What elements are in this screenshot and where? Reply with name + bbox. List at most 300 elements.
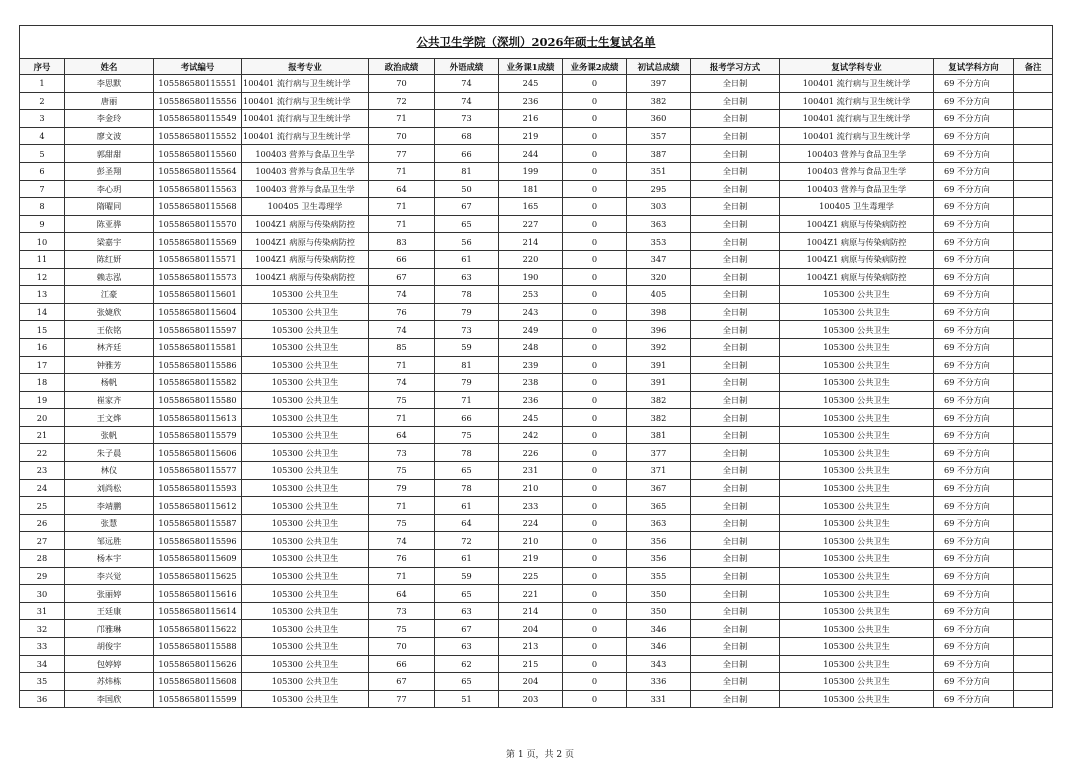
- retest-direction-cell: 69 不分方向: [934, 409, 1014, 427]
- remarks-cell: [1014, 655, 1053, 673]
- applied-major-cell: 100403 营养与食品卫生学: [242, 145, 369, 163]
- course2-score-cell: 0: [563, 638, 627, 656]
- course1-score-cell: 204: [499, 673, 563, 691]
- remarks-cell: [1014, 602, 1053, 620]
- retest-direction-cell: 69 不分方向: [934, 374, 1014, 392]
- study-mode-cell: 全日制: [691, 673, 780, 691]
- exam-number-cell: 105586580115614: [154, 602, 242, 620]
- retest-major-cell: 100401 流行病与卫生统计学: [780, 110, 934, 128]
- applied-major-cell: 1004Z1 病原与传染病防控: [242, 233, 369, 251]
- politics-score-cell: 75: [369, 391, 435, 409]
- row-index-cell: 9: [20, 215, 65, 233]
- politics-score-cell: 85: [369, 338, 435, 356]
- candidate-name-cell: 李兴觉: [65, 567, 154, 585]
- candidate-name-cell: 王依铭: [65, 321, 154, 339]
- column-header: 外语成绩: [435, 59, 499, 75]
- applied-major-cell: 100401 流行病与卫生统计学: [242, 75, 369, 93]
- table-row: [20, 391, 1053, 409]
- politics-score-cell: 64: [369, 585, 435, 603]
- table-row: [20, 162, 1053, 180]
- row-index-cell: 32: [20, 620, 65, 638]
- total-score-cell: 346: [627, 638, 691, 656]
- study-mode-cell: 全日制: [691, 690, 780, 708]
- applied-major-cell: 105300 公共卫生: [242, 462, 369, 480]
- applied-major-cell: 105300 公共卫生: [242, 286, 369, 304]
- applied-major-cell: 105300 公共卫生: [242, 374, 369, 392]
- exam-number-cell: 105586580115582: [154, 374, 242, 392]
- applied-major-cell: 105300 公共卫生: [242, 303, 369, 321]
- politics-score-cell: 71: [369, 162, 435, 180]
- language-score-cell: 78: [435, 286, 499, 304]
- column-header: 报考学习方式: [691, 59, 780, 75]
- row-index-cell: 36: [20, 690, 65, 708]
- remarks-cell: [1014, 356, 1053, 374]
- retest-major-cell: 105300 公共卫生: [780, 462, 934, 480]
- course1-score-cell: 190: [499, 268, 563, 286]
- candidate-name-cell: 胡俊宇: [65, 638, 154, 656]
- course2-score-cell: 0: [563, 92, 627, 110]
- exam-number-cell: 105586580115599: [154, 690, 242, 708]
- remarks-cell: [1014, 268, 1053, 286]
- total-score-cell: 391: [627, 374, 691, 392]
- retest-direction-cell: 69 不分方向: [934, 75, 1014, 93]
- table-row: [20, 479, 1053, 497]
- study-mode-cell: 全日制: [691, 391, 780, 409]
- retest-major-cell: 100401 流行病与卫生统计学: [780, 127, 934, 145]
- candidate-name-cell: 王文烨: [65, 409, 154, 427]
- exam-number-cell: 105586580115587: [154, 514, 242, 532]
- row-index-cell: 19: [20, 391, 65, 409]
- course2-score-cell: 0: [563, 585, 627, 603]
- row-index-cell: 34: [20, 655, 65, 673]
- course1-score-cell: 210: [499, 532, 563, 550]
- politics-score-cell: 70: [369, 638, 435, 656]
- study-mode-cell: 全日制: [691, 444, 780, 462]
- table-row: [20, 532, 1053, 550]
- study-mode-cell: 全日制: [691, 110, 780, 128]
- total-score-cell: 387: [627, 145, 691, 163]
- remarks-cell: [1014, 497, 1053, 515]
- row-index-cell: 10: [20, 233, 65, 251]
- table-row: [20, 585, 1053, 603]
- retest-major-cell: 105300 公共卫生: [780, 514, 934, 532]
- language-score-cell: 74: [435, 92, 499, 110]
- study-mode-cell: 全日制: [691, 180, 780, 198]
- table-row: [20, 321, 1053, 339]
- course1-score-cell: 242: [499, 426, 563, 444]
- candidate-name-cell: 包婷婷: [65, 655, 154, 673]
- row-index-cell: 1: [20, 75, 65, 93]
- course2-score-cell: 0: [563, 374, 627, 392]
- language-score-cell: 64: [435, 514, 499, 532]
- remarks-cell: [1014, 92, 1053, 110]
- total-score-cell: 336: [627, 673, 691, 691]
- politics-score-cell: 71: [369, 215, 435, 233]
- course1-score-cell: 221: [499, 585, 563, 603]
- remarks-cell: [1014, 444, 1053, 462]
- course2-score-cell: 0: [563, 655, 627, 673]
- row-index-cell: 25: [20, 497, 65, 515]
- table-row: [20, 638, 1053, 656]
- retest-major-cell: 105300 公共卫生: [780, 479, 934, 497]
- remarks-cell: [1014, 162, 1053, 180]
- remarks-cell: [1014, 110, 1053, 128]
- retest-direction-cell: 69 不分方向: [934, 444, 1014, 462]
- exam-number-cell: 105586580115552: [154, 127, 242, 145]
- remarks-cell: [1014, 409, 1053, 427]
- course1-score-cell: 233: [499, 497, 563, 515]
- total-score-cell: 353: [627, 233, 691, 251]
- table-row: [20, 233, 1053, 251]
- course2-score-cell: 0: [563, 391, 627, 409]
- exam-number-cell: 105586580115570: [154, 215, 242, 233]
- applied-major-cell: 100403 营养与食品卫生学: [242, 162, 369, 180]
- retest-major-cell: 105300 公共卫生: [780, 638, 934, 656]
- politics-score-cell: 66: [369, 655, 435, 673]
- politics-score-cell: 71: [369, 567, 435, 585]
- row-index-cell: 20: [20, 409, 65, 427]
- row-index-cell: 35: [20, 673, 65, 691]
- retest-direction-cell: 69 不分方向: [934, 303, 1014, 321]
- retest-major-cell: 1004Z1 病原与传染病防控: [780, 250, 934, 268]
- applied-major-cell: 100401 流行病与卫生统计学: [242, 127, 369, 145]
- applied-major-cell: 100403 营养与食品卫生学: [242, 180, 369, 198]
- politics-score-cell: 71: [369, 198, 435, 216]
- remarks-cell: [1014, 180, 1053, 198]
- total-score-cell: 357: [627, 127, 691, 145]
- row-index-cell: 24: [20, 479, 65, 497]
- total-score-cell: 356: [627, 550, 691, 568]
- retest-direction-cell: 69 不分方向: [934, 479, 1014, 497]
- course2-score-cell: 0: [563, 620, 627, 638]
- total-score-cell: 381: [627, 426, 691, 444]
- course1-score-cell: 239: [499, 356, 563, 374]
- course1-score-cell: 226: [499, 444, 563, 462]
- politics-score-cell: 70: [369, 127, 435, 145]
- study-mode-cell: 全日制: [691, 250, 780, 268]
- study-mode-cell: 全日制: [691, 462, 780, 480]
- course2-score-cell: 0: [563, 497, 627, 515]
- row-index-cell: 30: [20, 585, 65, 603]
- politics-score-cell: 77: [369, 690, 435, 708]
- retest-major-cell: 105300 公共卫生: [780, 444, 934, 462]
- sheet: [19, 25, 1052, 708]
- total-score-cell: 346: [627, 620, 691, 638]
- retest-major-cell: 1004Z1 病原与传染病防控: [780, 268, 934, 286]
- course1-score-cell: 243: [499, 303, 563, 321]
- applied-major-cell: 105300 公共卫生: [242, 673, 369, 691]
- course2-score-cell: 0: [563, 215, 627, 233]
- course1-score-cell: 245: [499, 409, 563, 427]
- study-mode-cell: 全日制: [691, 162, 780, 180]
- total-score-cell: 397: [627, 75, 691, 93]
- row-index-cell: 21: [20, 426, 65, 444]
- row-index-cell: 33: [20, 638, 65, 656]
- language-score-cell: 65: [435, 585, 499, 603]
- total-score-cell: 371: [627, 462, 691, 480]
- retest-direction-cell: 69 不分方向: [934, 497, 1014, 515]
- language-score-cell: 66: [435, 409, 499, 427]
- course1-score-cell: 236: [499, 92, 563, 110]
- course1-score-cell: 203: [499, 690, 563, 708]
- study-mode-cell: 全日制: [691, 92, 780, 110]
- study-mode-cell: 全日制: [691, 620, 780, 638]
- remarks-cell: [1014, 514, 1053, 532]
- total-score-cell: 365: [627, 497, 691, 515]
- row-index-cell: 4: [20, 127, 65, 145]
- table-row: [20, 215, 1053, 233]
- candidate-name-cell: 苏炜栋: [65, 673, 154, 691]
- exam-number-cell: 105586580115564: [154, 162, 242, 180]
- course2-score-cell: 0: [563, 602, 627, 620]
- table-row: [20, 462, 1053, 480]
- language-score-cell: 65: [435, 215, 499, 233]
- study-mode-cell: 全日制: [691, 145, 780, 163]
- retest-major-cell: 105300 公共卫生: [780, 286, 934, 304]
- course2-score-cell: 0: [563, 338, 627, 356]
- total-score-cell: 363: [627, 215, 691, 233]
- language-score-cell: 63: [435, 638, 499, 656]
- candidate-name-cell: 陈亚骅: [65, 215, 154, 233]
- course2-score-cell: 0: [563, 180, 627, 198]
- language-score-cell: 73: [435, 110, 499, 128]
- language-score-cell: 63: [435, 602, 499, 620]
- applied-major-cell: 105300 公共卫生: [242, 356, 369, 374]
- language-score-cell: 79: [435, 303, 499, 321]
- language-score-cell: 62: [435, 655, 499, 673]
- retest-major-cell: 105300 公共卫生: [780, 567, 934, 585]
- course2-score-cell: 0: [563, 673, 627, 691]
- course2-score-cell: 0: [563, 75, 627, 93]
- applied-major-cell: 105300 公共卫生: [242, 391, 369, 409]
- row-index-cell: 31: [20, 602, 65, 620]
- course1-score-cell: 181: [499, 180, 563, 198]
- course1-score-cell: 253: [499, 286, 563, 304]
- total-score-cell: 351: [627, 162, 691, 180]
- remarks-cell: [1014, 426, 1053, 444]
- row-index-cell: 27: [20, 532, 65, 550]
- column-header: 业务课1成绩: [499, 59, 563, 75]
- retest-major-cell: 105300 公共卫生: [780, 321, 934, 339]
- retest-direction-cell: 69 不分方向: [934, 585, 1014, 603]
- retest-direction-cell: 69 不分方向: [934, 638, 1014, 656]
- course1-score-cell: 224: [499, 514, 563, 532]
- total-score-cell: 355: [627, 567, 691, 585]
- row-index-cell: 22: [20, 444, 65, 462]
- politics-score-cell: 71: [369, 110, 435, 128]
- retest-direction-cell: 69 不分方向: [934, 268, 1014, 286]
- language-score-cell: 61: [435, 497, 499, 515]
- retest-direction-cell: 69 不分方向: [934, 250, 1014, 268]
- remarks-cell: [1014, 198, 1053, 216]
- politics-score-cell: 70: [369, 75, 435, 93]
- row-index-cell: 28: [20, 550, 65, 568]
- study-mode-cell: 全日制: [691, 567, 780, 585]
- course2-score-cell: 0: [563, 567, 627, 585]
- candidate-name-cell: 隋曜同: [65, 198, 154, 216]
- language-score-cell: 56: [435, 233, 499, 251]
- exam-number-cell: 105586580115597: [154, 321, 242, 339]
- applied-major-cell: 105300 公共卫生: [242, 690, 369, 708]
- retest-major-cell: 100405 卫生毒理学: [780, 198, 934, 216]
- remarks-cell: [1014, 75, 1053, 93]
- language-score-cell: 65: [435, 462, 499, 480]
- table-row: [20, 75, 1053, 93]
- study-mode-cell: 全日制: [691, 426, 780, 444]
- remarks-cell: [1014, 391, 1053, 409]
- exam-number-cell: 105586580115601: [154, 286, 242, 304]
- table-row: [20, 497, 1053, 515]
- remarks-cell: [1014, 585, 1053, 603]
- retest-direction-cell: 69 不分方向: [934, 162, 1014, 180]
- applied-major-cell: 105300 公共卫生: [242, 514, 369, 532]
- table-row: [20, 356, 1053, 374]
- total-score-cell: 398: [627, 303, 691, 321]
- course2-score-cell: 0: [563, 690, 627, 708]
- candidate-name-cell: 林仪: [65, 462, 154, 480]
- language-score-cell: 65: [435, 673, 499, 691]
- exam-number-cell: 105586580115579: [154, 426, 242, 444]
- table-row: [20, 550, 1053, 568]
- language-score-cell: 79: [435, 374, 499, 392]
- course1-score-cell: 214: [499, 233, 563, 251]
- language-score-cell: 50: [435, 180, 499, 198]
- retest-major-cell: 100401 流行病与卫生统计学: [780, 92, 934, 110]
- exam-number-cell: 105586580115556: [154, 92, 242, 110]
- candidate-name-cell: 李思默: [65, 75, 154, 93]
- language-score-cell: 81: [435, 162, 499, 180]
- row-index-cell: 14: [20, 303, 65, 321]
- remarks-cell: [1014, 303, 1053, 321]
- course1-score-cell: 227: [499, 215, 563, 233]
- exam-number-cell: 105586580115569: [154, 233, 242, 251]
- table-row: [20, 690, 1053, 708]
- language-score-cell: 66: [435, 145, 499, 163]
- course2-score-cell: 0: [563, 110, 627, 128]
- retest-major-cell: 105300 公共卫生: [780, 620, 934, 638]
- exam-number-cell: 105586580115577: [154, 462, 242, 480]
- study-mode-cell: 全日制: [691, 638, 780, 656]
- politics-score-cell: 66: [369, 250, 435, 268]
- study-mode-cell: 全日制: [691, 321, 780, 339]
- applied-major-cell: 105300 公共卫生: [242, 497, 369, 515]
- exam-number-cell: 105586580115626: [154, 655, 242, 673]
- language-score-cell: 81: [435, 356, 499, 374]
- total-score-cell: 320: [627, 268, 691, 286]
- remarks-cell: [1014, 690, 1053, 708]
- remarks-cell: [1014, 215, 1053, 233]
- retest-direction-cell: 69 不分方向: [934, 602, 1014, 620]
- course1-score-cell: 245: [499, 75, 563, 93]
- retest-major-cell: 100403 营养与食品卫生学: [780, 180, 934, 198]
- table-row: [20, 673, 1053, 691]
- row-index-cell: 8: [20, 198, 65, 216]
- language-score-cell: 67: [435, 198, 499, 216]
- total-score-cell: 396: [627, 321, 691, 339]
- study-mode-cell: 全日制: [691, 338, 780, 356]
- exam-number-cell: 105586580115549: [154, 110, 242, 128]
- course2-score-cell: 0: [563, 162, 627, 180]
- row-index-cell: 13: [20, 286, 65, 304]
- language-score-cell: 73: [435, 321, 499, 339]
- remarks-cell: [1014, 462, 1053, 480]
- retest-major-cell: 100401 流行病与卫生统计学: [780, 75, 934, 93]
- remarks-cell: [1014, 233, 1053, 251]
- course1-score-cell: 219: [499, 550, 563, 568]
- retest-major-cell: 100403 营养与食品卫生学: [780, 162, 934, 180]
- study-mode-cell: 全日制: [691, 602, 780, 620]
- retest-direction-cell: 69 不分方向: [934, 532, 1014, 550]
- remarks-cell: [1014, 286, 1053, 304]
- retest-direction-cell: 69 不分方向: [934, 338, 1014, 356]
- candidate-name-cell: 邝雅琳: [65, 620, 154, 638]
- language-score-cell: 78: [435, 479, 499, 497]
- applied-major-cell: 1004Z1 病原与传染病防控: [242, 250, 369, 268]
- politics-score-cell: 76: [369, 550, 435, 568]
- remarks-cell: [1014, 127, 1053, 145]
- retest-major-cell: 105300 公共卫生: [780, 338, 934, 356]
- candidate-name-cell: 陈红妍: [65, 250, 154, 268]
- course1-score-cell: 220: [499, 250, 563, 268]
- study-mode-cell: 全日制: [691, 374, 780, 392]
- total-score-cell: 377: [627, 444, 691, 462]
- study-mode-cell: 全日制: [691, 479, 780, 497]
- table-row: [20, 303, 1053, 321]
- retest-major-cell: 105300 公共卫生: [780, 497, 934, 515]
- politics-score-cell: 73: [369, 602, 435, 620]
- course2-score-cell: 0: [563, 286, 627, 304]
- applied-major-cell: 105300 公共卫生: [242, 532, 369, 550]
- table-body: [20, 75, 1053, 708]
- course2-score-cell: 0: [563, 321, 627, 339]
- candidate-name-cell: 张慧: [65, 514, 154, 532]
- exam-number-cell: 105586580115588: [154, 638, 242, 656]
- study-mode-cell: 全日制: [691, 75, 780, 93]
- retest-major-cell: 105300 公共卫生: [780, 585, 934, 603]
- course2-score-cell: 0: [563, 303, 627, 321]
- candidate-name-cell: 彭圣翔: [65, 162, 154, 180]
- applied-major-cell: 105300 公共卫生: [242, 321, 369, 339]
- retest-direction-cell: 69 不分方向: [934, 391, 1014, 409]
- politics-score-cell: 71: [369, 497, 435, 515]
- exam-number-cell: 105586580115551: [154, 75, 242, 93]
- row-index-cell: 29: [20, 567, 65, 585]
- politics-score-cell: 64: [369, 426, 435, 444]
- remarks-cell: [1014, 338, 1053, 356]
- language-score-cell: 61: [435, 550, 499, 568]
- course1-score-cell: 244: [499, 145, 563, 163]
- table-row: [20, 374, 1053, 392]
- politics-score-cell: 74: [369, 532, 435, 550]
- language-score-cell: 78: [435, 444, 499, 462]
- exam-number-cell: 105586580115596: [154, 532, 242, 550]
- exam-number-cell: 105586580115573: [154, 268, 242, 286]
- table-row: [20, 426, 1053, 444]
- applied-major-cell: 100405 卫生毒理学: [242, 198, 369, 216]
- course2-score-cell: 0: [563, 514, 627, 532]
- retest-direction-cell: 69 不分方向: [934, 180, 1014, 198]
- course2-score-cell: 0: [563, 127, 627, 145]
- language-score-cell: 63: [435, 268, 499, 286]
- candidate-name-cell: 朱子晨: [65, 444, 154, 462]
- table-row: [20, 180, 1053, 198]
- retest-major-cell: 105300 公共卫生: [780, 532, 934, 550]
- candidate-name-cell: 李金玲: [65, 110, 154, 128]
- table-row: [20, 620, 1053, 638]
- remarks-cell: [1014, 321, 1053, 339]
- total-score-cell: 391: [627, 356, 691, 374]
- retest-direction-cell: 69 不分方向: [934, 215, 1014, 233]
